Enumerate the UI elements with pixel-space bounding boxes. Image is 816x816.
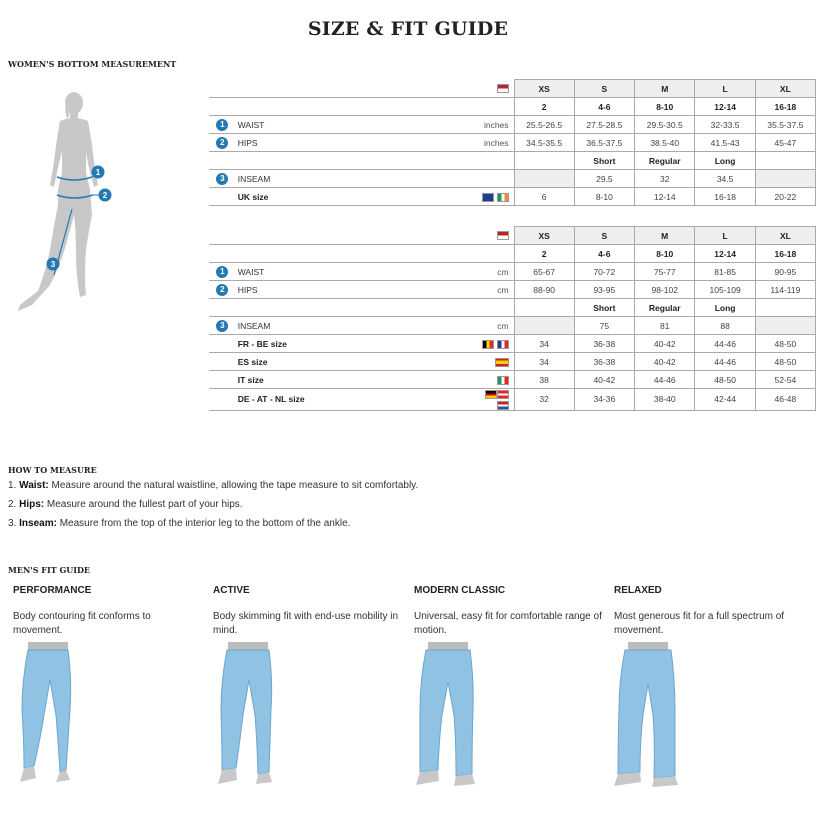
us-size-cell: 12-14	[695, 98, 755, 116]
active-pants-illustration	[212, 640, 282, 790]
uk-flag-icon	[482, 193, 494, 202]
table-cell: 88-90	[514, 281, 574, 299]
table-cell: 20-22	[755, 188, 815, 206]
table-cell: 32	[514, 389, 574, 411]
item-text: Measure around the fullest part of your hips.	[44, 499, 243, 510]
table-cell: 36-38	[574, 353, 634, 371]
table-cell: 27.5-28.5	[574, 116, 634, 134]
table-cell: 34-36	[574, 389, 634, 411]
length-header: Long	[695, 299, 755, 317]
table-cell: 44-46	[695, 353, 755, 371]
fit-desc-relaxed: Most generous fit for a full spectrum of movement.	[614, 611, 785, 636]
table-row	[209, 389, 816, 411]
table-cell: 93-95	[574, 281, 634, 299]
table-row	[209, 98, 816, 116]
table-cell: 42-44	[695, 389, 755, 411]
table-cell: 48-50	[755, 353, 815, 371]
us-size-cell: 4-6	[574, 245, 634, 263]
table-cell: 32-33.5	[695, 116, 755, 134]
table-cell: 34.5-35.5	[514, 134, 574, 152]
us-size-cell: 16-18	[755, 245, 815, 263]
women-section-heading: WOMEN'S BOTTOM MEASUREMENT	[8, 59, 177, 69]
table-row	[209, 335, 816, 353]
relaxed-pants-illustration	[612, 640, 682, 790]
table-cell: 41.5-43	[695, 134, 755, 152]
table-cell: 34	[514, 335, 574, 353]
table-cell: 38-40	[634, 389, 694, 411]
table-row	[209, 188, 816, 206]
fit-desc-active: Body skimming fit with end-use mobility in mind.	[213, 611, 399, 636]
size-header: XL	[755, 80, 815, 98]
table-cell: 32	[635, 170, 695, 188]
table-cell: 48-50	[755, 335, 815, 353]
table-cell: 38	[514, 371, 574, 389]
us-size-cell: 2	[514, 98, 574, 116]
fit-name-modern-classic: MODERN CLASSIC	[414, 585, 506, 596]
how-item-hips	[8, 499, 243, 510]
how-item-waist	[8, 480, 418, 491]
table-row	[209, 134, 816, 152]
length-header: Long	[695, 152, 755, 170]
table-cell: 36.5-37.5	[574, 134, 634, 152]
item-text: Measure from the top of the interior leg to the bottom of the ankle.	[56, 518, 351, 529]
item-term: Hips:	[19, 499, 45, 510]
table-cell: 46-48	[755, 389, 815, 411]
number-badge: 2	[216, 284, 228, 296]
table-cell: 38.5-40	[635, 134, 695, 152]
size-header: XL	[755, 227, 815, 245]
how-item-inseam	[8, 518, 350, 529]
modern-classic-pants-illustration	[412, 640, 482, 790]
us-flag-icon	[497, 84, 509, 93]
length-header: Regular	[635, 152, 695, 170]
table-cell: 70-72	[574, 263, 634, 281]
table-cell: 8-10	[574, 188, 634, 206]
performance-pants-illustration	[12, 640, 82, 790]
waist-label: WAIST	[236, 116, 476, 134]
es-size-label: ES size	[236, 353, 476, 371]
table-row	[209, 152, 816, 170]
mens-fit-guide-heading: MEN'S FIT GUIDE	[8, 565, 91, 575]
table-cell: 34	[514, 353, 574, 371]
table-cell: 40-42	[634, 335, 694, 353]
germany-flag-icon	[485, 390, 497, 399]
fit-desc-modern-classic: Universal, easy fit for comfortable range of motion.	[414, 611, 602, 636]
item-term: Inseam:	[19, 518, 57, 529]
unit-label: inches	[476, 134, 514, 152]
number-badge: 1	[216, 119, 228, 131]
belgium-flag-icon	[482, 340, 494, 349]
length-header: Short	[574, 299, 634, 317]
unit-label: cm	[476, 263, 514, 281]
length-header: Short	[574, 152, 634, 170]
table-cell: 90-95	[755, 263, 815, 281]
table-row	[209, 116, 816, 134]
fr-be-size-label: FR - BE size	[236, 335, 476, 353]
table-cell: 40-42	[634, 353, 694, 371]
table-row	[209, 245, 816, 263]
size-header: XS	[514, 80, 574, 98]
unit-label: cm	[476, 281, 514, 299]
cm-size-table	[209, 226, 816, 411]
how-to-measure-heading: HOW TO MEASURE	[8, 465, 97, 475]
table-cell: 48-50	[695, 371, 755, 389]
us-size-cell: 2	[514, 245, 574, 263]
unit-label: inches	[476, 116, 514, 134]
marker-3-label: 3	[50, 260, 56, 269]
table-cell: 44-46	[634, 371, 694, 389]
item-number: 1.	[8, 480, 20, 491]
us-size-cell: 16-18	[755, 98, 815, 116]
marker-2-label: 2	[102, 191, 108, 200]
austria-flag-icon	[497, 390, 509, 399]
netherlands-flag-icon	[497, 401, 509, 410]
woman-figure-illustration	[10, 85, 120, 315]
size-header: S	[574, 80, 634, 98]
table-row	[209, 281, 816, 299]
size-header: XS	[514, 227, 574, 245]
table-cell: 65-67	[514, 263, 574, 281]
waist-label: WAIST	[236, 263, 476, 281]
fit-name-active: ACTIVE	[213, 585, 250, 596]
fit-name-relaxed: RELAXED	[614, 585, 662, 596]
table-cell: 114-119	[755, 281, 815, 299]
table-cell: 40-42	[574, 371, 634, 389]
table-cell: 44-46	[695, 335, 755, 353]
table-cell: 29.5-30.5	[635, 116, 695, 134]
us-size-cell: 4-6	[574, 98, 634, 116]
table-cell: 25.5-26.5	[514, 116, 574, 134]
table-cell: 105-109	[695, 281, 755, 299]
table-cell: 34.5	[695, 170, 755, 188]
italy-flag-icon	[497, 376, 509, 385]
fit-name-performance: PERFORMANCE	[13, 585, 92, 596]
size-header: M	[635, 80, 695, 98]
table-cell: 75-77	[634, 263, 694, 281]
table-cell: 6	[514, 188, 574, 206]
table-cell: 45-47	[755, 134, 815, 152]
item-term: Waist:	[19, 480, 49, 491]
length-header: Regular	[634, 299, 694, 317]
table-cell: 52-54	[755, 371, 815, 389]
table-row	[209, 170, 816, 188]
ireland-flag-icon	[497, 193, 509, 202]
table-cell: 35.5-37.5	[755, 116, 815, 134]
size-header: L	[695, 227, 755, 245]
number-badge: 3	[216, 320, 228, 332]
us-flag-icon	[497, 231, 509, 240]
us-size-cell: 8-10	[634, 245, 694, 263]
fit-desc-performance: Body contouring fit conforms to movement.	[13, 611, 151, 636]
table-cell: 75	[574, 317, 634, 335]
marker-1-label: 1	[95, 168, 101, 177]
table-cell: 36-38	[574, 335, 634, 353]
item-text: Measure around the natural waistline, allowing the tape measure to sit comfortably.	[48, 480, 419, 491]
inseam-label: INSEAM	[236, 170, 476, 188]
table-row	[209, 317, 816, 335]
table-row	[209, 371, 816, 389]
france-flag-icon	[497, 340, 509, 349]
table-cell: 12-14	[635, 188, 695, 206]
table-cell: 16-18	[695, 188, 755, 206]
us-size-cell: 8-10	[635, 98, 695, 116]
item-number: 3.	[8, 518, 20, 529]
table-cell: 29.5	[574, 170, 634, 188]
size-header: S	[574, 227, 634, 245]
inches-size-table	[209, 79, 816, 206]
number-badge: 3	[216, 173, 228, 185]
unit-label: cm	[476, 317, 514, 335]
uk-size-label: UK size	[236, 188, 476, 206]
number-badge: 2	[216, 137, 228, 149]
page-title: SIZE & FIT GUIDE	[307, 18, 509, 40]
table-cell: 98-102	[634, 281, 694, 299]
table-cell: 88	[695, 317, 755, 335]
us-size-cell: 12-14	[695, 245, 755, 263]
it-size-label: IT size	[236, 371, 476, 389]
table-row	[209, 80, 816, 98]
size-header: L	[695, 80, 755, 98]
inseam-label: INSEAM	[236, 317, 476, 335]
number-badge: 1	[216, 266, 228, 278]
spain-flag-icon	[495, 358, 509, 367]
table-row	[209, 299, 816, 317]
item-number: 2.	[8, 499, 20, 510]
table-cell: 81	[634, 317, 694, 335]
hips-label: HIPS	[236, 134, 476, 152]
table-cell: 81-85	[695, 263, 755, 281]
table-row	[209, 263, 816, 281]
table-row	[209, 227, 816, 245]
de-at-nl-size-label: DE - AT - NL size	[236, 389, 476, 411]
size-header: M	[634, 227, 694, 245]
table-row	[209, 353, 816, 371]
hips-label: HIPS	[236, 281, 476, 299]
